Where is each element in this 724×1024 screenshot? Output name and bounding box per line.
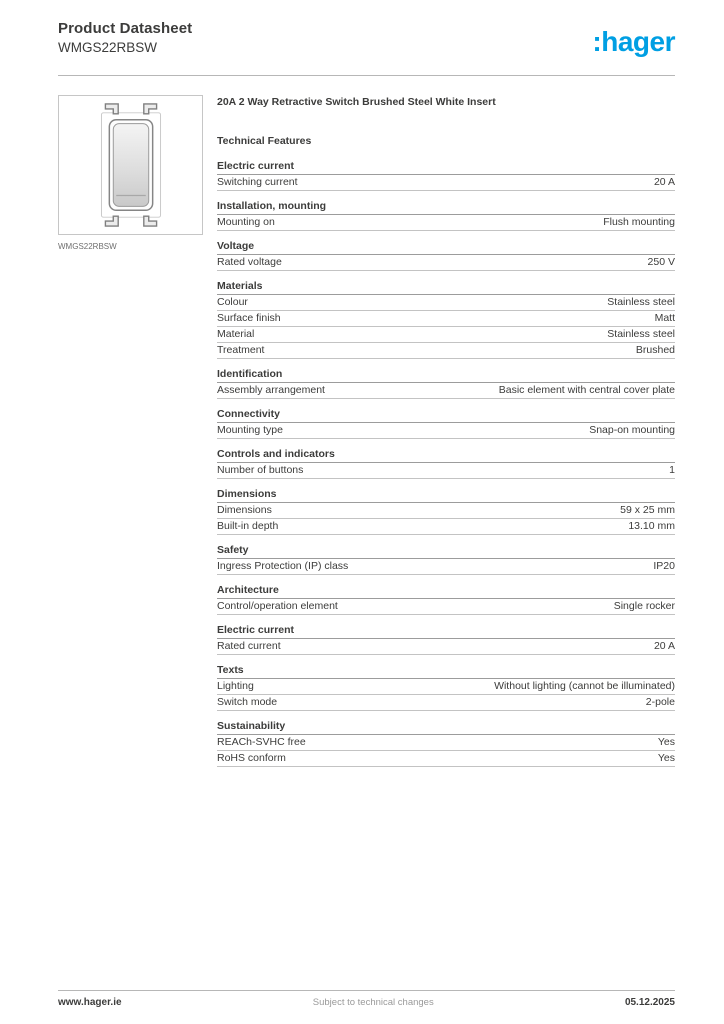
spec-row <box>217 735 675 751</box>
spec-label: Lighting <box>217 680 254 692</box>
spec-value: Yes <box>657 752 675 764</box>
section-heading: Controls and indicators <box>217 439 675 463</box>
spec-row <box>217 383 675 399</box>
main-content <box>217 96 675 767</box>
spec-value: 1 <box>669 464 675 476</box>
section-rows <box>217 215 675 231</box>
product-image-column <box>58 95 203 251</box>
spec-value: 20 A <box>653 176 675 188</box>
spec-value: Flush mounting <box>603 216 675 228</box>
spec-row <box>217 423 675 439</box>
section-rows <box>217 639 675 655</box>
section-rows <box>217 423 675 439</box>
spec-row <box>217 679 675 695</box>
section-heading: Voltage <box>217 231 675 255</box>
spec-row <box>217 343 675 359</box>
spec-label: Surface finish <box>217 312 281 324</box>
page-footer <box>58 990 675 1008</box>
spec-row <box>217 599 675 615</box>
section-rows <box>217 735 675 767</box>
spec-label: Switch mode <box>217 696 278 708</box>
section-heading: Identification <box>217 359 675 383</box>
technical-features-heading: Technical Features <box>217 135 312 147</box>
spec-section <box>217 575 675 615</box>
spec-row <box>217 639 675 655</box>
spec-row <box>217 255 675 271</box>
spec-section <box>217 535 675 575</box>
section-rows <box>217 255 675 271</box>
spec-label: REACh-SVHC free <box>217 736 306 748</box>
spec-row <box>217 695 675 711</box>
section-heading: Architecture <box>217 575 675 599</box>
section-rows <box>217 175 675 191</box>
spec-label: Rated current <box>217 640 281 652</box>
spec-section <box>217 655 675 711</box>
spec-row <box>217 175 675 191</box>
section-heading: Texts <box>217 655 675 679</box>
section-rows <box>217 559 675 575</box>
section-heading: Dimensions <box>217 479 675 503</box>
spec-row <box>217 463 675 479</box>
section-heading: Installation, mounting <box>217 191 675 215</box>
product-image-box <box>58 95 203 235</box>
spec-section <box>217 399 675 439</box>
hager-logo: :hager <box>592 26 675 57</box>
spec-value: Stainless steel <box>607 328 675 340</box>
product-switch-illustration <box>75 101 187 229</box>
spec-label: Built-in depth <box>217 520 279 532</box>
spec-label: Colour <box>217 296 248 308</box>
section-heading: Materials <box>217 271 675 295</box>
spec-value: Yes <box>657 736 675 748</box>
spec-label: Mounting type <box>217 424 283 436</box>
spec-row <box>217 215 675 231</box>
spec-section <box>217 615 675 655</box>
spec-value: IP20 <box>653 560 675 572</box>
section-heading: Sustainability <box>217 711 675 735</box>
spec-label: Switching current <box>217 176 298 188</box>
spec-label: RoHS conform <box>217 752 286 764</box>
spec-section <box>217 439 675 479</box>
spec-value: Single rocker <box>613 600 675 612</box>
spec-section <box>217 191 675 231</box>
product-title: 20A 2 Way Retractive Switch Brushed Steel White Insert <box>217 96 496 108</box>
spec-row <box>217 519 675 535</box>
spec-label: Mounting on <box>217 216 275 228</box>
section-rows <box>217 295 675 359</box>
spec-value: 20 A <box>653 640 675 652</box>
spec-section <box>217 479 675 535</box>
spec-sections <box>217 151 675 767</box>
spec-label: Material <box>217 328 255 340</box>
spec-row <box>217 751 675 767</box>
section-rows <box>217 679 675 711</box>
spec-value: Without lighting (cannot be illuminated) <box>494 680 675 692</box>
section-heading: Electric current <box>217 151 675 175</box>
product-code-subtitle: WMGS22RBSW <box>58 40 158 55</box>
section-rows <box>217 599 675 615</box>
section-heading: Safety <box>217 535 675 559</box>
spec-label: Control/operation element <box>217 600 338 612</box>
footer-note: Subject to technical changes <box>312 997 434 1008</box>
spec-section <box>217 359 675 399</box>
spec-row <box>217 559 675 575</box>
section-heading: Electric current <box>217 615 675 639</box>
spec-row <box>217 327 675 343</box>
spec-label: Rated voltage <box>217 256 282 268</box>
spec-label: Dimensions <box>217 504 272 516</box>
spec-value: 250 V <box>647 256 675 268</box>
footer-date: 05.12.2025 <box>624 997 675 1008</box>
section-rows <box>217 503 675 535</box>
spec-value: 59 x 25 mm <box>620 504 675 516</box>
spec-label: Treatment <box>217 344 265 356</box>
spec-value: Snap-on mounting <box>589 424 675 436</box>
header-divider <box>58 75 675 76</box>
spec-row <box>217 295 675 311</box>
spec-label: Number of buttons <box>217 464 304 476</box>
product-image-caption: WMGS22RBSW <box>58 242 117 251</box>
spec-label: Ingress Protection (IP) class <box>217 560 349 572</box>
footer-website: www.hager.ie <box>58 997 122 1008</box>
section-rows <box>217 383 675 399</box>
spec-value: Brushed <box>635 344 675 356</box>
spec-value: Basic element with central cover plate <box>498 384 675 396</box>
page-header <box>58 20 675 56</box>
section-rows <box>217 463 675 479</box>
spec-section <box>217 271 675 359</box>
spec-row <box>217 311 675 327</box>
header-titles <box>58 20 192 55</box>
spec-value: 2-pole <box>645 696 675 708</box>
spec-row <box>217 503 675 519</box>
section-heading: Connectivity <box>217 399 675 423</box>
spec-label: Assembly arrangement <box>217 384 325 396</box>
spec-value: Stainless steel <box>607 296 675 308</box>
spec-section <box>217 231 675 271</box>
page-title: Product Datasheet <box>58 20 193 37</box>
spec-section <box>217 151 675 191</box>
spec-value: 13.10 mm <box>628 520 675 532</box>
spec-value: Matt <box>654 312 675 324</box>
spec-section <box>217 711 675 767</box>
